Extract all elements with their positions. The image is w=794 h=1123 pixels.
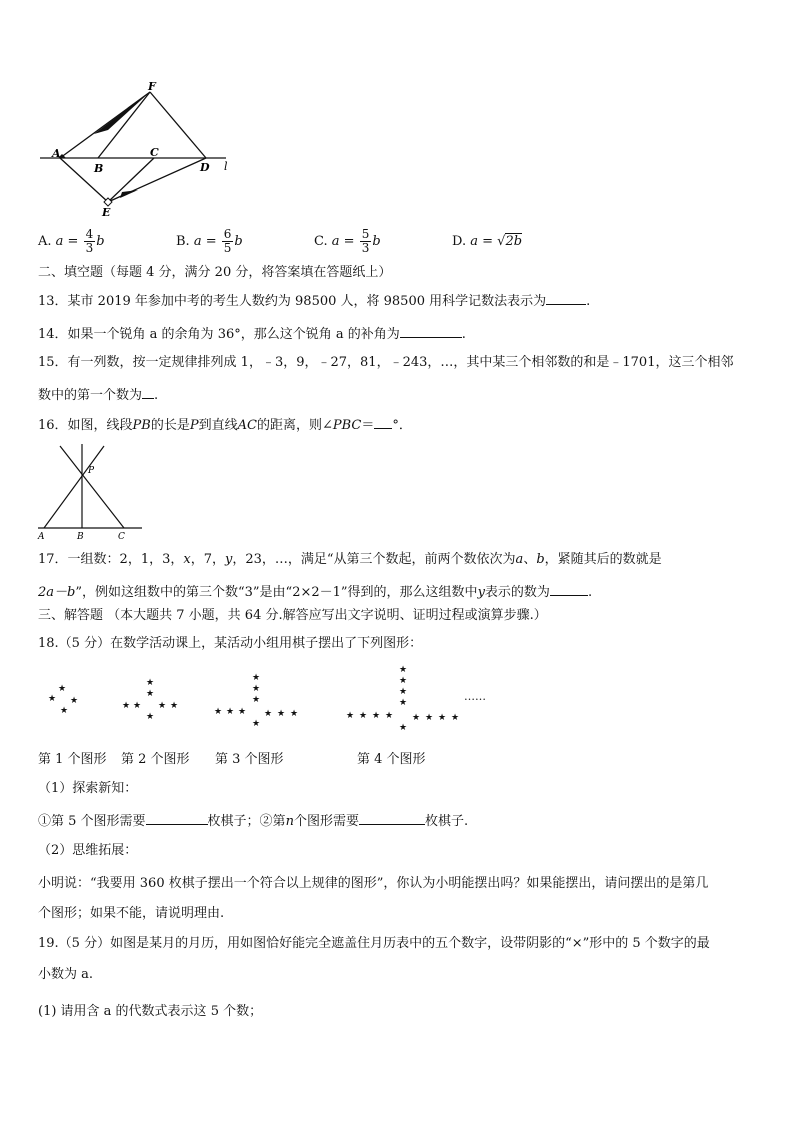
question-18-part-1-heading: （1）探索新知： — [38, 781, 138, 796]
svg-text:★: ★ — [146, 712, 155, 722]
svg-text:★: ★ — [372, 711, 381, 721]
pattern-figures — [40, 660, 500, 740]
question-18-part-2-line-1: 小明说：“我要用 360 枚棋子摆出一个符合以上规律的图形”，你认为小明能摆出吗？如果能摆出，请问摆出的是第几 — [38, 876, 709, 891]
label-P: P — [88, 466, 95, 476]
svg-text:★: ★ — [133, 701, 142, 711]
answer-blank[interactable] — [546, 291, 586, 305]
fraction: $\frac{4}{3}$ — [85, 227, 94, 255]
question-18-part-2-heading: （2）思维拓展： — [38, 843, 138, 858]
question-15-line-2: 数中的第一个数为 . — [38, 385, 158, 405]
question-14: 14．如果一个锐角 a 的余角为 36°，那么这个锐角 a 的补角为 . — [38, 324, 466, 344]
svg-text:★: ★ — [252, 719, 261, 729]
question-16: 16．如图，线段PB的长是P到直线AC的距离，则∠PBC＝ °． — [38, 415, 412, 435]
svg-text:★: ★ — [252, 673, 261, 683]
answer-blank[interactable] — [142, 385, 154, 399]
svg-text:★: ★ — [412, 713, 421, 723]
svg-text:★: ★ — [158, 701, 167, 711]
question-19-line-2: 小数为 a. — [38, 967, 94, 982]
svg-text:★: ★ — [70, 696, 79, 706]
shaded-triangle-lower — [120, 190, 138, 198]
label-C: C — [150, 146, 159, 159]
question-15-line-1: 15．有一列数，按一定规律排列成 1，﹣3，9，﹣27，81，﹣243，…，其中某三个相邻数的和是﹣1701，这三个相邻 — [38, 355, 734, 370]
svg-text:★: ★ — [122, 701, 131, 711]
svg-text:★: ★ — [146, 678, 155, 688]
caption-figure-2: 第 2 个图形 — [121, 752, 190, 767]
svg-text:★: ★ — [451, 713, 460, 723]
geometry-figure-16 — [36, 442, 146, 542]
question-18-head: 18.（5 分）在数学活动课上，某活动小组用棋子摆出了下列图形： — [38, 636, 423, 651]
label-B: B — [94, 162, 104, 175]
answer-blank[interactable] — [550, 582, 588, 596]
pattern-figure-2 — [122, 678, 178, 722]
answer-blank[interactable] — [374, 415, 392, 429]
question-18-part-2-line-2: 个图形；如果不能，请说明理由. — [38, 906, 225, 921]
svg-text:★: ★ — [58, 684, 67, 694]
label-F: F — [148, 82, 156, 93]
geometry-figure-12 — [38, 82, 248, 220]
question-18-part-1: ①第 5 个图形需要 枚棋子；②第n个图形需要 枚棋子. — [38, 811, 468, 831]
svg-text:★: ★ — [399, 698, 408, 708]
question-13: 13．某市 2019 年参加中考的考生人数约为 98500 人，将 98500 用科学记数法表示为 . — [38, 291, 590, 311]
choice-b: B. a = $\frac{6}{5}$ b — [176, 227, 243, 255]
caption-figure-3: 第 3 个图形 — [215, 752, 284, 767]
label-A: A — [38, 532, 45, 542]
question-19-line-1: 19.（5 分）如图是某月的月历，用如图恰好能完全遮盖住月历表中的五个数字，设带阴影的“×”形中的 5 个数字的最 — [38, 936, 710, 951]
pattern-figure-3 — [214, 673, 298, 729]
choice-c: C. a = $\frac{5}{3}$ b — [314, 227, 381, 255]
svg-text:★: ★ — [438, 713, 447, 723]
section-heading-fill-blank: 二、填空题（每题 4 分，满分 20 分，将答案填在答题纸上） — [38, 265, 392, 280]
label-l: l — [224, 160, 228, 173]
label-C: C — [118, 532, 125, 542]
choice-d: D. a = √2b — [452, 234, 523, 249]
fraction: $\frac{6}{5}$ — [223, 227, 232, 255]
svg-text:★: ★ — [252, 695, 261, 705]
svg-text:★: ★ — [290, 709, 299, 719]
label-D: D — [200, 161, 210, 174]
svg-text:★: ★ — [48, 694, 57, 704]
svg-text:★: ★ — [214, 707, 223, 717]
svg-text:★: ★ — [399, 723, 408, 733]
svg-text:★: ★ — [277, 709, 286, 719]
svg-text:★: ★ — [60, 706, 69, 716]
answer-blank[interactable] — [146, 811, 208, 825]
answer-blank[interactable] — [400, 324, 462, 338]
fraction: $\frac{5}{3}$ — [361, 227, 370, 255]
pattern-figure-4 — [346, 665, 459, 733]
svg-text:★: ★ — [385, 711, 394, 721]
svg-text:★: ★ — [252, 684, 261, 694]
svg-text:★: ★ — [170, 701, 179, 711]
svg-text:★: ★ — [264, 709, 273, 719]
svg-text:★: ★ — [226, 707, 235, 717]
label-A: A — [52, 147, 61, 160]
section-heading-solve: 三、解答题 （本大题共 7 小题，共 64 分.解答应写出文字说明、证明过程或演算步骤.） — [38, 608, 547, 623]
sqrt-sign: √ — [497, 234, 506, 249]
svg-text:★: ★ — [346, 711, 355, 721]
svg-text:★: ★ — [399, 665, 408, 675]
question-19-sub-1: (1) 请用含 a 的代数式表示这 5 个数； — [38, 1004, 263, 1019]
question-17-line-2: 2a－b”，例如这组数中的第三个数“3”是由“2×2－1”得到的，那么这组数中y表示的数为 . — [38, 582, 592, 602]
pattern-figure-1 — [48, 684, 78, 716]
caption-figure-4: 第 4 个图形 — [357, 752, 426, 767]
svg-text:★: ★ — [399, 676, 408, 686]
question-17-line-1: 17．一组数：2，1，3，x，7，y，23，…，满足“从第三个数起，前两个数依次为a、b，紧随其后的数就是 — [38, 552, 662, 567]
svg-text:★: ★ — [146, 689, 155, 699]
svg-text:★: ★ — [359, 711, 368, 721]
label-E: E — [102, 206, 111, 219]
choice-a: A. a = $\frac{4}{3}$ b — [38, 227, 105, 255]
svg-text:★: ★ — [425, 713, 434, 723]
label-B: B — [77, 532, 84, 542]
ellipsis: …… — [464, 690, 486, 703]
caption-figure-1: 第 1 个图形 — [38, 752, 107, 767]
answer-blank[interactable] — [359, 811, 425, 825]
svg-text:★: ★ — [399, 687, 408, 697]
svg-text:★: ★ — [238, 707, 247, 717]
